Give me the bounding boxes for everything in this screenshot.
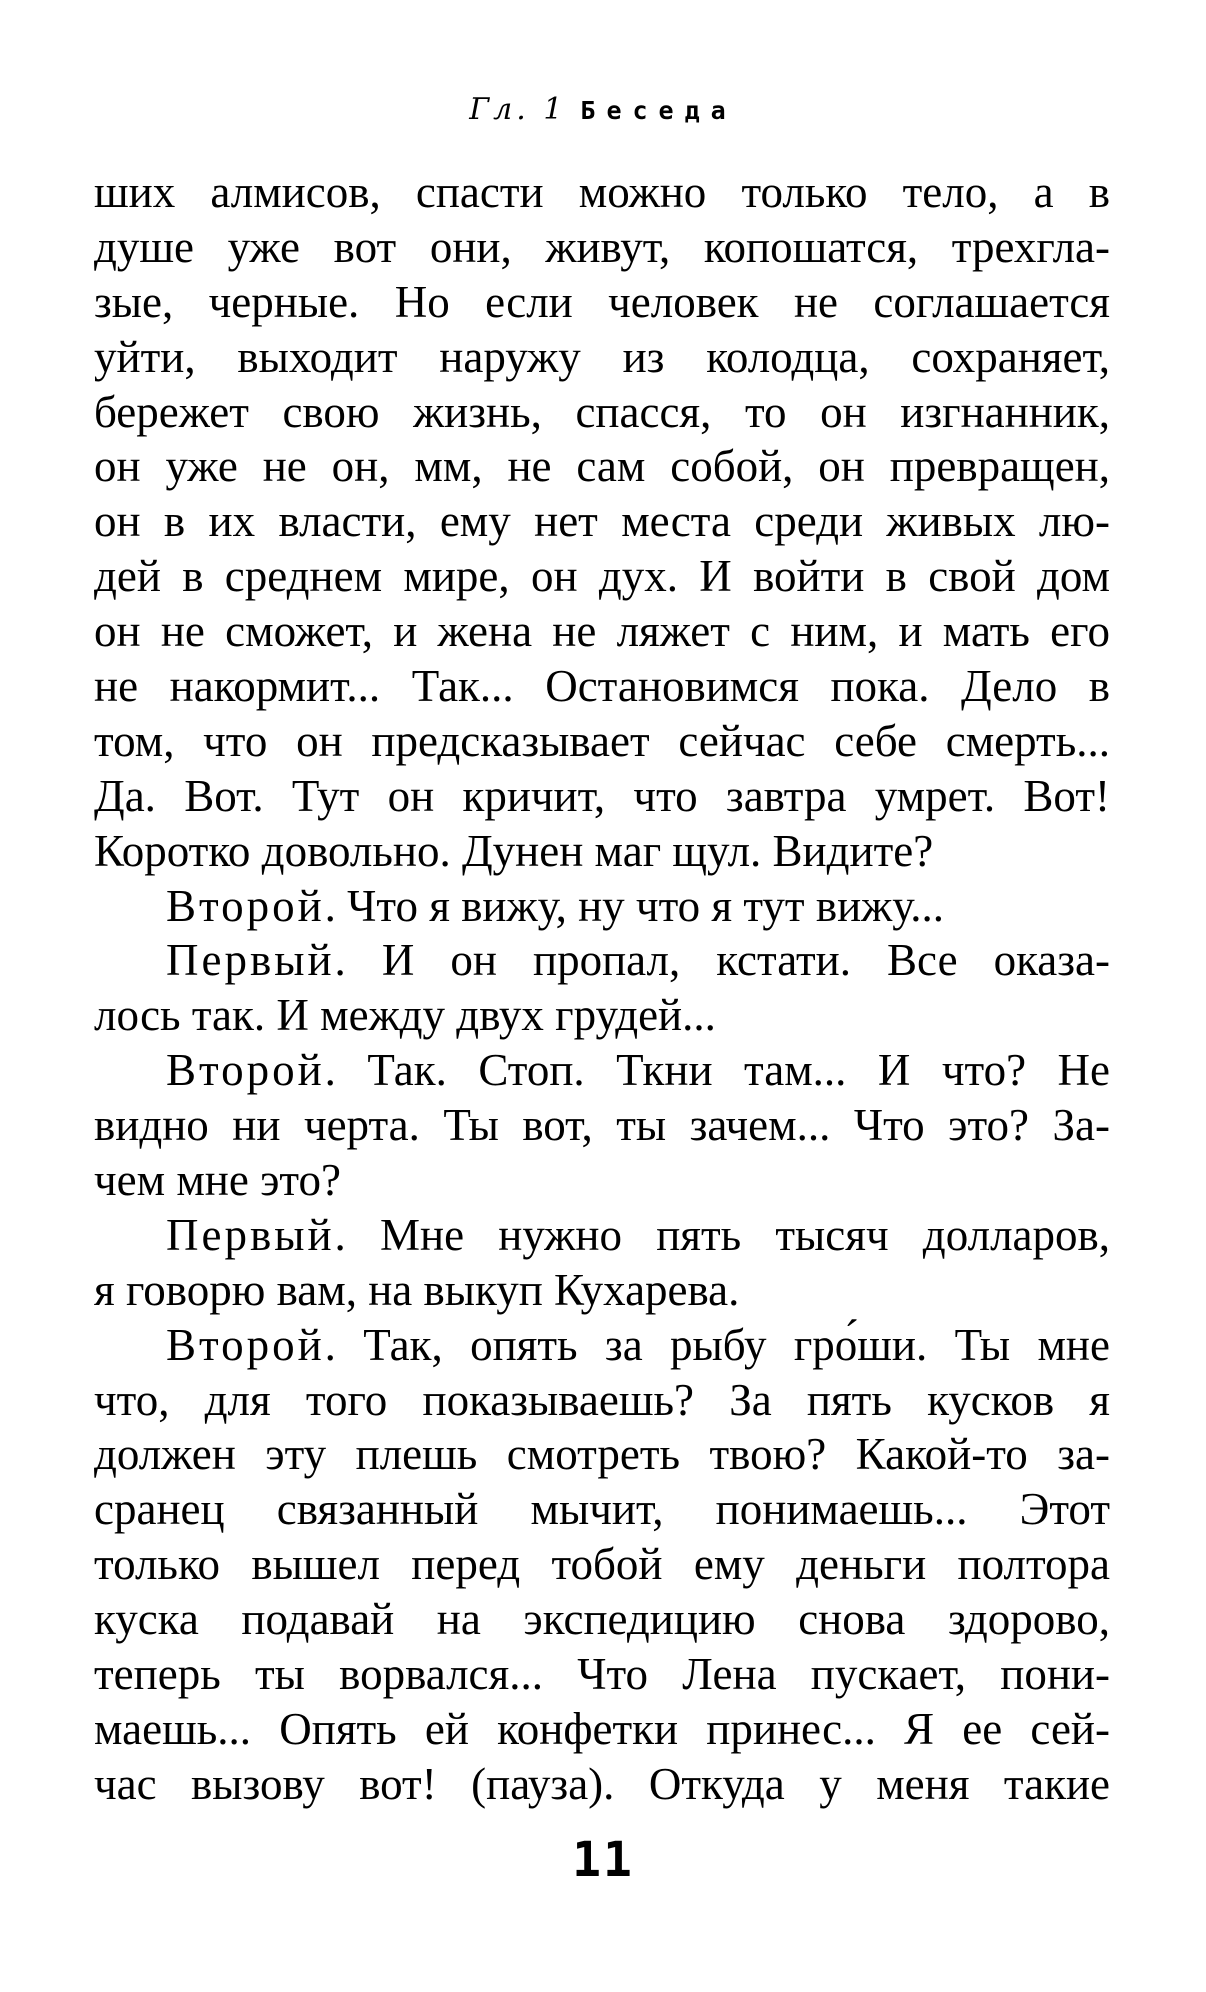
- text-line: [94, 165, 1110, 220]
- line-text: только вышел перед тобой ему деньги полтора: [94, 1539, 1110, 1590]
- line-text: . Что я вижу, ну что я тут вижу...: [324, 880, 944, 931]
- text-line: [94, 879, 1110, 934]
- line-text: он в их власти, ему нет места среди живых лю-: [94, 496, 1110, 547]
- line-text: том, что он предсказывает сейчас себе смерть...: [94, 715, 1110, 766]
- text-line: [94, 1537, 1110, 1592]
- line-text: дей в среднем мире, он дух. И войти в свой дом: [94, 551, 1110, 602]
- line-text: зые, черные. Но если человек не соглашается: [94, 276, 1110, 327]
- line-text: ших алмисов, спасти можно только тело, а в: [94, 167, 1110, 217]
- speaker-name: Второй: [166, 880, 325, 931]
- text-line: [94, 1427, 1110, 1482]
- text-line: [94, 1043, 1110, 1098]
- line-text: . Так, опять за рыбу гро́ши. Ты мне: [324, 1319, 1110, 1370]
- text-line: [94, 604, 1110, 659]
- text-line: [94, 933, 1110, 988]
- line-text: что, для того показываешь? За пять кусков я: [94, 1374, 1110, 1425]
- running-head: [0, 92, 1206, 127]
- page-body-text: [94, 165, 1110, 1812]
- line-text: должен эту плешь смотреть твою? Какой-то за-: [94, 1429, 1110, 1480]
- text-line: [94, 275, 1110, 330]
- text-line: [94, 1482, 1110, 1537]
- line-text: уйти, выходит наружу из колодца, сохраняет,: [94, 331, 1110, 382]
- line-text: бережет свою жизнь, спасся, то он изгнанник,: [94, 386, 1110, 437]
- text-line: [94, 1757, 1110, 1812]
- text-line: [94, 1263, 1110, 1318]
- speaker-name: Второй: [166, 1045, 325, 1096]
- line-text: я говорю вам, на выкуп Кухарева.: [94, 1264, 740, 1315]
- text-line: [94, 988, 1110, 1043]
- line-text: . И он пропал, кстати. Все оказа-: [334, 935, 1110, 986]
- text-line: [94, 1208, 1110, 1263]
- text-line: [94, 1702, 1110, 1757]
- line-text: чем мне это?: [94, 1155, 341, 1206]
- text-line: [94, 494, 1110, 549]
- line-text: маешь... Опять ей конфетки принес... Я ее сей-: [94, 1703, 1110, 1754]
- text-line: [94, 1318, 1110, 1373]
- speaker-name: Первый: [166, 1209, 335, 1260]
- text-line: [94, 1098, 1110, 1153]
- line-text: он не сможет, и жена не ляжет с ним, и мать его: [94, 606, 1110, 657]
- text-line: [94, 1373, 1110, 1428]
- text-line: [94, 714, 1110, 769]
- page-number: 11: [572, 1832, 634, 1888]
- line-text: он уже не он, мм, не сам собой, он превращен,: [94, 441, 1110, 492]
- text-line: [94, 1153, 1110, 1208]
- line-text: Да. Вот. Тут он кричит, что завтра умрет. Вот!: [94, 770, 1110, 821]
- chapter-title: Беседа: [580, 96, 737, 125]
- line-text: . Так. Стоп. Ткни там... И что? Не: [324, 1045, 1110, 1096]
- chapter-label: Гл. 1: [469, 92, 567, 127]
- text-line: [94, 439, 1110, 494]
- text-line: [94, 659, 1110, 714]
- line-text: сранец связанный мычит, понимаешь... Этот: [94, 1484, 1110, 1535]
- text-line: [94, 385, 1110, 440]
- text-line: [94, 220, 1110, 275]
- text-line: [94, 769, 1110, 824]
- line-text: лось так. И между двух грудей...: [94, 990, 716, 1041]
- line-text: куска подавай на экспедицию снова здорово,: [94, 1594, 1110, 1645]
- speaker-name: Второй: [166, 1319, 325, 1370]
- text-line: [94, 1592, 1110, 1647]
- line-text: час вызову вот! (пауза). Откуда у меня такие: [94, 1758, 1110, 1809]
- line-text: . Мне нужно пять тысяч долларов,: [334, 1209, 1110, 1260]
- speaker-name: Первый: [166, 935, 335, 986]
- line-text: теперь ты ворвался... Что Лена пускает, пони-: [94, 1649, 1110, 1700]
- text-line: [94, 1647, 1110, 1702]
- line-text: Коротко довольно. Дунен маг щул. Видите?: [94, 825, 934, 876]
- line-text: видно ни черта. Ты вот, ты зачем... Что это? За-: [94, 1100, 1110, 1151]
- text-line: [94, 330, 1110, 385]
- line-text: душе уже вот они, живут, копошатся, трехгла-: [94, 221, 1110, 272]
- text-line: [94, 549, 1110, 604]
- text-line: [94, 824, 1110, 879]
- line-text: не накормит... Так... Остановимся пока. Дело в: [94, 661, 1110, 712]
